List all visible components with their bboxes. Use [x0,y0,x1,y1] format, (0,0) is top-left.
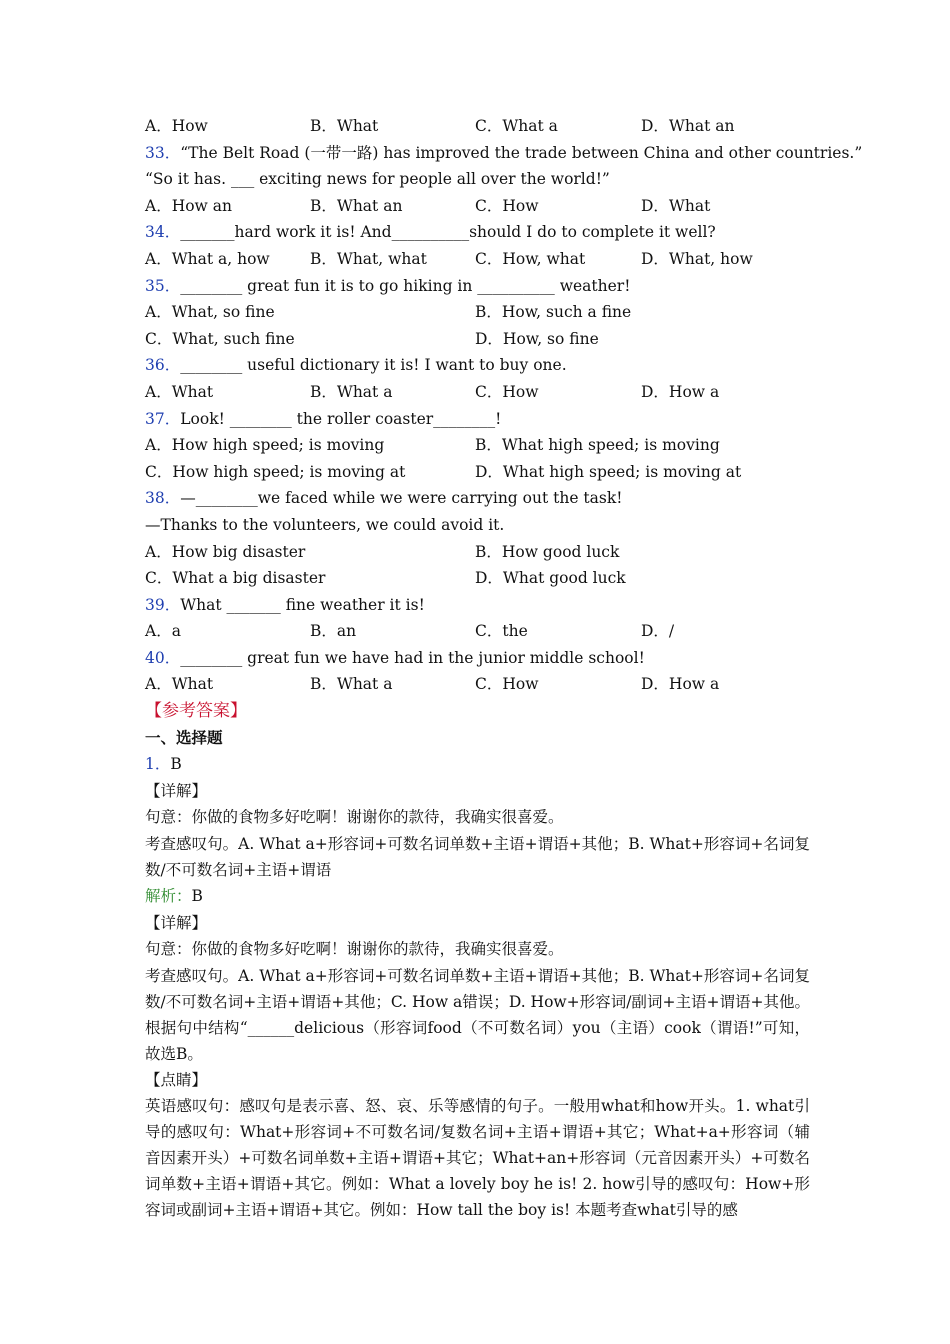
q37-option-c: C．How high speed; is moving at [145,462,406,481]
q39-option-b: B．an [310,622,357,641]
document-page [145,113,863,1223]
q33-option-a: A．How an [145,196,232,215]
q39-options [145,618,810,645]
q37-options-row1 [145,432,810,459]
q38-options-row2 [145,565,810,592]
q35-text: ________ great fun it is to go hiking in __________ weather! [180,276,631,295]
q32-option-a: A．How [145,117,208,135]
q34-text: _______hard work it is! And__________should I do to complete it well? [180,223,716,242]
q37-options-row2 [145,459,810,486]
q37-option-a: A．How high speed; is moving [145,436,385,455]
sentence-meaning: 句意：你做的食物多好吃啊！谢谢你的款待，我确实很喜爱。 [145,808,564,827]
q36-text: ________ useful dictionary it is! I want to buy one. [180,356,567,375]
q37-stem [145,406,810,433]
q39-number: 39． [145,595,181,614]
q36-option-d: D．How a [641,382,720,401]
q39-option-a: A．a [145,622,181,641]
q38-options-row1 [145,539,810,566]
q38-option-c: C．What a big disaster [145,569,326,588]
exam-point-1: 考查感叹句。A. What a+形容词+可数名词单数+主语+谓语+其他；B. What+形容词+名词复数/不可数名词+主语+谓语 [145,835,810,880]
q40-option-a: A．What [145,675,214,694]
q34-options [145,246,810,273]
q37-option-d: D．What high speed; is moving at [475,462,742,481]
q39-option-c: C．the [475,622,528,641]
q40-option-d: D．How a [641,675,720,694]
sentence-meaning-2: 句意：你做的食物多好吃啊！谢谢你的款待，我确实很喜爱。 [145,940,564,959]
q38-option-d: D．What good luck [475,569,626,588]
q36-option-a: A．What [145,382,214,401]
key-point-text: 英语感叹句：感叹句是表示喜、怒、哀、乐等感情的句子。一般用what和how开头。1. what引导的感叹句：What+形容词+不可数名词/复数名词+主语+谓语+其它；What+a+形容词（辅音因素开头）+可数名词单数+主语+谓语+其它；What+an+形容词（元音因素开头）+可数名词单数+主语+谓语+其它。例如：What a lovely boy he is! 2. how引导的感叹句：How+形容词或副词+主语+谓语+其它。例如：How tall the boy is! 本题考查what引导的感 [145,1097,810,1220]
analysis-line [145,883,810,910]
q35-number: 35． [145,276,181,295]
q39-stem [145,592,810,619]
answer-1-number: 1． [145,755,171,774]
q39-text: What _______ fine weather it is! [180,595,425,614]
q35-option-a: A．What, so fine [145,303,275,322]
q39-option-d: D．/ [641,622,675,641]
answer-1 [145,751,810,778]
q40-text: ________ great fun we have had in the junior middle school! [180,648,645,667]
q38-stem-line2: —Thanks to the volunteers, we could avoid it. [145,515,505,534]
answers-heading: 【参考答案】 [145,701,247,722]
q40-option-b: B．What a [310,675,393,694]
q38-number: 38． [145,489,181,508]
q35-option-d: D．How, so fine [475,329,599,348]
q36-option-b: B．What a [310,382,393,401]
q33-number: 33． [145,143,181,162]
q38-option-b: B．How good luck [475,542,620,561]
q38-option-a: A．How big disaster [145,542,306,561]
analysis-value: B [191,887,203,906]
detail-label: 【详解】 [145,781,208,800]
q35-options-row2 [145,326,810,353]
q32-option-c: C．What a [475,117,558,135]
q33-option-d: D．What [641,196,711,215]
q37-option-b: B．What high speed; is moving [475,436,720,455]
q40-option-c: C．How [475,675,539,694]
q36-option-c: C．How [475,382,539,401]
q34-stem [145,219,810,246]
q40-options [145,671,810,698]
q38-text: —________we faced while we were carrying out the task! [180,489,623,508]
q33-stem-line2: “So it has. ___ exciting news for people all over the world!” [145,170,610,189]
q37-text: Look! ________ the roller coaster________! [180,409,502,428]
q35-option-c: C．What, such fine [145,329,295,348]
exam-point-2: 考查感叹句。A. What a+形容词+可数名词单数+主语+谓语+其他；B. What+形容词+名词复数/不可数名词+主语+谓语+其他；C. How a错误；D. How+形容词/副词+主语+谓语+其他。根据句中结构“______delicious（形容词food（不可数名词）you（主语）cook（谓语!”可知，故选B。 [145,966,810,1063]
q40-number: 40． [145,648,181,667]
q38-stem [145,485,810,512]
q34-option-b: B．What, what [310,249,427,268]
q35-options-row1 [145,299,810,326]
q32-option-b: B．What [310,117,379,135]
q40-stem [145,645,810,672]
q33-option-b: B．What an [310,196,403,215]
analysis-label: 解析： [145,887,192,906]
q36-number: 36． [145,356,181,375]
q35-option-b: B．How, such a fine [475,303,632,322]
q37-number: 37． [145,409,181,428]
answer-1-value: B [170,755,182,774]
q34-option-c: C．How, what [475,249,586,268]
detail-label-2: 【详解】 [145,913,208,932]
q34-option-d: D．What, how [641,249,753,268]
q36-options [145,379,810,406]
q32-options [145,113,810,140]
q33-stem [145,140,863,167]
q33-text: “The Belt Road (一带一路) has improved the trade between China and other countries.” [180,143,863,162]
q33-option-c: C．How [475,196,539,215]
answers-section-title: 一、选择题 [145,727,223,747]
q34-number: 34． [145,223,181,242]
q33-options [145,193,810,220]
q35-stem [145,273,810,300]
key-point-label: 【点睛】 [145,1070,208,1089]
q32-option-d: D．What an [641,117,735,135]
q34-option-a: A．What a, how [145,249,270,268]
q36-stem [145,352,810,379]
